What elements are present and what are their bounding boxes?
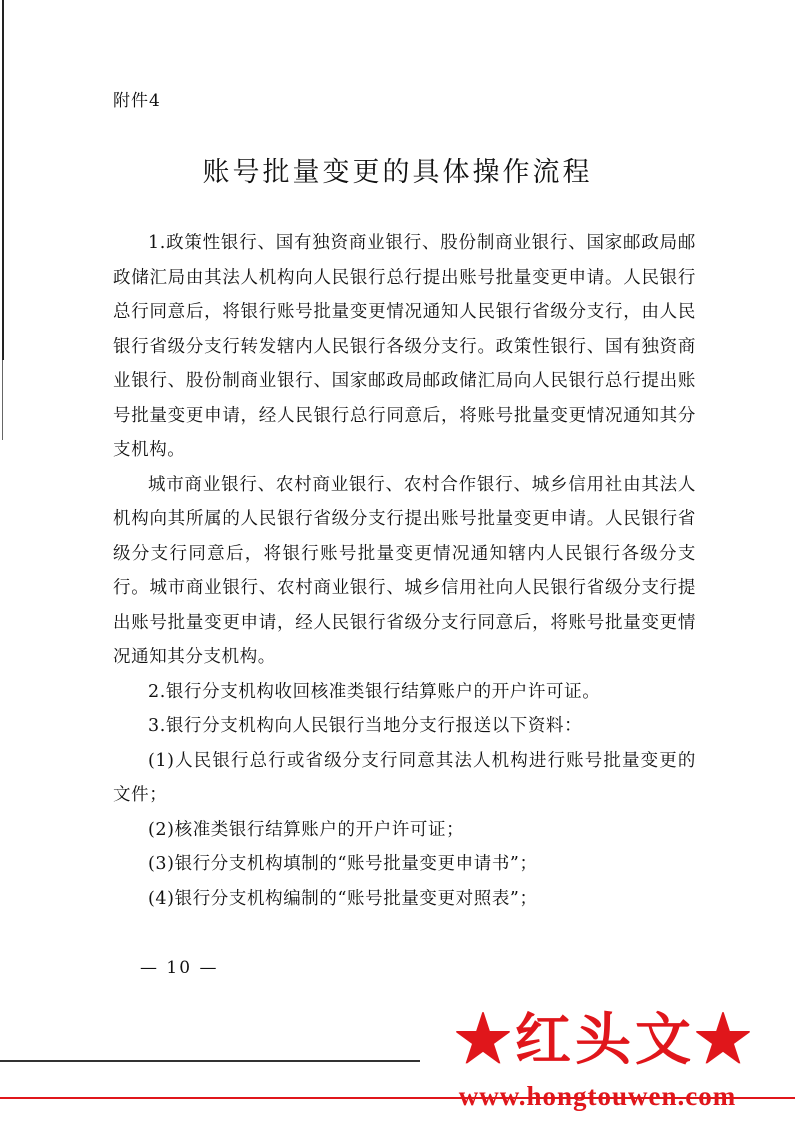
paragraph-6: (2)核准类银行结算账户的开户许可证；: [148, 819, 465, 840]
paragraph-1: 1.政策性银行、国有独资商业银行、股份制商业银行、国家邮政局邮政储汇局由其法人机构向人民银行总行提出账号批量变更申请。人民银行总行同意后，将银行账号批量变更情况通知人民银行省级分支行，由人民银行省级分支行转发辖内人民银行各级分支行。政策性银行、国有独资商业银行、股份制商业银行、国家邮政局邮政储汇局向人民银行总行提出账号批量变更申请，经人民银行总行同意后，将账号批量变更情况通知其分支机构。: [113, 233, 696, 460]
paragraph-8: (4)银行分支机构编制的“账号批量变更对照表”；: [148, 888, 538, 909]
document-title: 账号批量变更的具体操作流程: [202, 157, 593, 188]
watermark-logo: ★红头文★: [455, 1007, 755, 1073]
page-number: — 10 —: [140, 958, 219, 978]
paragraph-7: (3)银行分支机构填制的“账号批量变更申请书”；: [148, 854, 538, 874]
attachment-label: 附件4: [113, 91, 161, 111]
footer-rule-dark: [0, 1060, 420, 1062]
paragraph-2: 城市商业银行、农村商业银行、农村合作银行、城乡信用社由其法人机构向其所属的人民银行省级分支行提出账号批量变更申请。人民银行省级分支行同意后，将银行账号批量变更情况通知辖内人民银行各级分支行。城市商业银行、农村商业银行、城乡信用社向人民银行省级分支行提出账号批量变更申请，经人民银行省级分支行同意后，将账号批量变更情况通知其分支机构。: [113, 474, 696, 667]
document-body: [113, 226, 696, 916]
left-margin-rule-lower: [2, 360, 3, 440]
watermark-url: www.hongtouwen.com: [458, 1081, 737, 1111]
paragraph-3: 2.银行分支机构收回核准类银行结算账户的开户许可证。: [148, 681, 601, 702]
paragraph-5: (1)人民银行总行或省级分支行同意其法人机构进行账号批量变更的文件；: [113, 750, 696, 805]
paragraph-4: 3.银行分支机构向人民银行当地分支行报送以下资料：: [148, 716, 583, 736]
watermark: [400, 1005, 795, 1123]
